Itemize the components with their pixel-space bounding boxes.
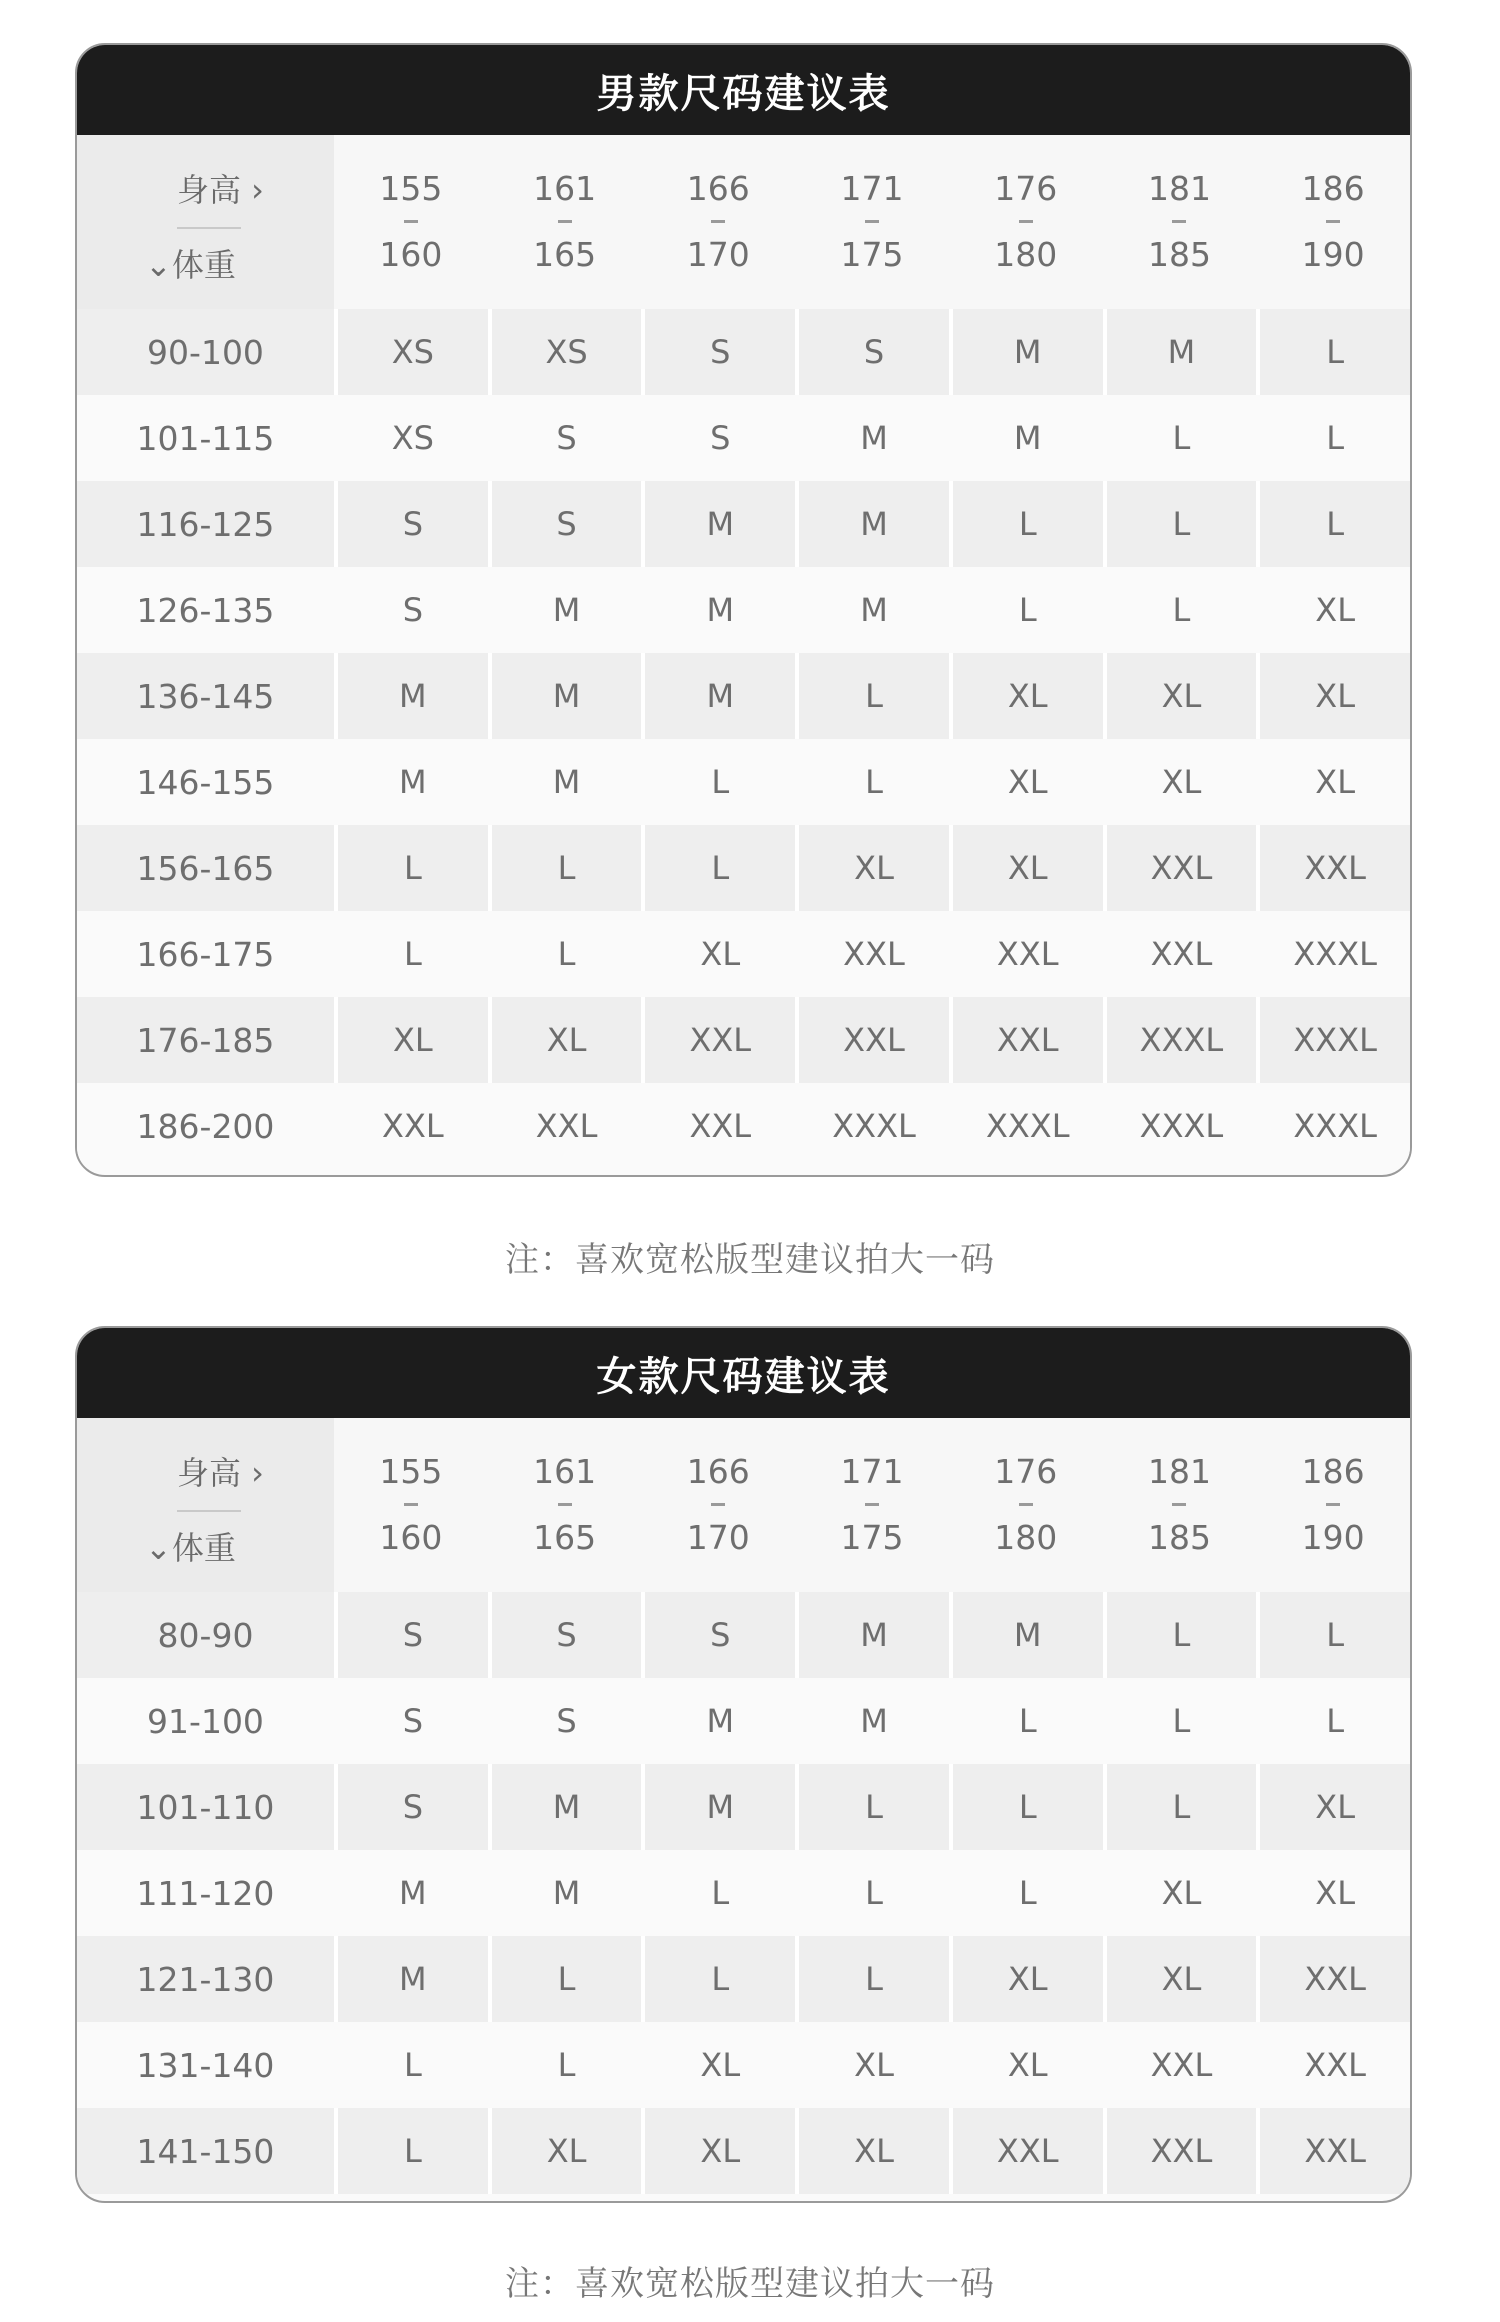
size-cell: M xyxy=(641,1764,795,1850)
women-size-rows xyxy=(77,1592,1410,2194)
size-cell: L xyxy=(1103,1592,1257,1678)
height-range-cell xyxy=(949,135,1103,309)
height-from: 186 xyxy=(1301,169,1365,209)
size-cell: XL xyxy=(1103,739,1257,825)
size-cell: XL xyxy=(1256,739,1410,825)
size-cell: XXXL xyxy=(949,1083,1103,1169)
size-cell: XL xyxy=(1103,1936,1257,2022)
range-dash xyxy=(558,220,572,223)
height-range-cell xyxy=(949,1418,1103,1592)
height-to: 185 xyxy=(1147,1517,1211,1557)
size-cell: XXL xyxy=(1103,2022,1257,2108)
size-cell: L xyxy=(1256,481,1410,567)
table-row xyxy=(77,309,1410,395)
weight-range-cell: 121-130 xyxy=(136,1959,275,1999)
weight-range-cell: 126-135 xyxy=(136,590,275,630)
size-cell: M xyxy=(795,1678,949,1764)
weight-range-cell: 146-155 xyxy=(136,762,275,802)
size-cell: XL xyxy=(488,2108,642,2194)
size-cell: XXXL xyxy=(795,1083,949,1169)
size-cell: L xyxy=(334,825,488,911)
size-cell: XL xyxy=(1256,1850,1410,1936)
table-row xyxy=(77,1936,1410,2022)
height-from: 161 xyxy=(533,1452,597,1492)
size-cell: XL xyxy=(949,825,1103,911)
size-cell: M xyxy=(334,739,488,825)
size-cell: XL xyxy=(795,2022,949,2108)
size-cell: M xyxy=(641,481,795,567)
size-cell: XL xyxy=(795,825,949,911)
weight-range-cell: 186-200 xyxy=(136,1106,275,1146)
height-from: 176 xyxy=(994,169,1058,209)
weight-range-cell: 91-100 xyxy=(147,1701,264,1741)
table-row xyxy=(77,567,1410,653)
size-cell: S xyxy=(641,1592,795,1678)
size-cell: XXXL xyxy=(1103,997,1257,1083)
size-cell: XS xyxy=(488,309,642,395)
height-to: 190 xyxy=(1301,1517,1365,1557)
size-cell: XL xyxy=(1103,653,1257,739)
height-from: 155 xyxy=(379,169,443,209)
size-cell: S xyxy=(488,1678,642,1764)
size-cell: XXL xyxy=(1103,825,1257,911)
size-cell: L xyxy=(1103,1678,1257,1764)
size-cell: M xyxy=(641,653,795,739)
height-range-cell xyxy=(1103,1418,1257,1592)
size-cell: XXXL xyxy=(1256,911,1410,997)
size-cell: XXL xyxy=(641,997,795,1083)
height-from: 161 xyxy=(533,169,597,209)
size-cell: M xyxy=(795,567,949,653)
size-cell: XL xyxy=(949,653,1103,739)
size-cell: L xyxy=(1256,309,1410,395)
height-range-cell xyxy=(488,135,642,309)
size-cell: L xyxy=(641,739,795,825)
size-cell: L xyxy=(641,825,795,911)
height-from: 176 xyxy=(994,1452,1058,1492)
size-cell: XS xyxy=(334,309,488,395)
size-cell: XXL xyxy=(1256,2108,1410,2194)
size-cell: L xyxy=(949,1850,1103,1936)
table-row xyxy=(77,739,1410,825)
men-height-columns xyxy=(334,135,1410,309)
size-cell: XL xyxy=(949,739,1103,825)
range-dash xyxy=(558,1503,572,1506)
range-dash xyxy=(404,220,418,223)
weight-range-cell: 166-175 xyxy=(136,934,275,974)
women-corner-cell xyxy=(77,1418,334,1592)
size-cell: M xyxy=(488,567,642,653)
women-note: 注：喜欢宽松版型建议拍大一码 xyxy=(505,2264,995,2304)
size-cell: L xyxy=(1256,1678,1410,1764)
size-cell: L xyxy=(949,1764,1103,1850)
table-row xyxy=(77,653,1410,739)
weight-range-cell: 116-125 xyxy=(136,504,275,544)
men-size-rows xyxy=(77,309,1410,1169)
range-dash xyxy=(711,220,725,223)
size-cell: M xyxy=(949,309,1103,395)
size-cell: M xyxy=(641,567,795,653)
size-cell: XS xyxy=(334,395,488,481)
height-to: 190 xyxy=(1301,234,1365,274)
table-row xyxy=(77,1764,1410,1850)
size-cell: XXXL xyxy=(1103,1083,1257,1169)
size-cell: XXL xyxy=(488,1083,642,1169)
height-range-cell xyxy=(334,135,488,309)
range-dash xyxy=(1172,1503,1186,1506)
size-cell: S xyxy=(488,481,642,567)
size-cell: S xyxy=(334,481,488,567)
size-cell: XL xyxy=(949,1936,1103,2022)
size-cell: M xyxy=(334,653,488,739)
height-from: 186 xyxy=(1301,1452,1365,1492)
height-range-cell xyxy=(795,1418,949,1592)
weight-range-cell: 131-140 xyxy=(136,2045,275,2085)
height-range-cell xyxy=(795,135,949,309)
men-note: 注：喜欢宽松版型建议拍大一码 xyxy=(505,1240,995,1280)
size-cell: L xyxy=(334,911,488,997)
range-dash xyxy=(1019,1503,1033,1506)
size-cell: M xyxy=(949,395,1103,481)
corner-divider xyxy=(177,1510,241,1512)
height-range-cell xyxy=(488,1418,642,1592)
size-cell: L xyxy=(488,2022,642,2108)
size-cell: XXL xyxy=(1256,825,1410,911)
size-cell: XXL xyxy=(1256,2022,1410,2108)
height-range-cell xyxy=(641,135,795,309)
size-cell: XXL xyxy=(641,1083,795,1169)
men-size-chart xyxy=(75,43,1412,1177)
size-cell: M xyxy=(488,1764,642,1850)
weight-range-cell: 136-145 xyxy=(136,676,275,716)
size-cell: S xyxy=(334,1764,488,1850)
women-height-header-row xyxy=(77,1418,1410,1592)
size-cell: XXL xyxy=(949,911,1103,997)
table-row xyxy=(77,1678,1410,1764)
size-cell: L xyxy=(1103,1764,1257,1850)
size-cell: XXL xyxy=(949,2108,1103,2194)
range-dash xyxy=(865,1503,879,1506)
size-cell: S xyxy=(795,309,949,395)
size-cell: XXXL xyxy=(1256,1083,1410,1169)
size-cell: M xyxy=(334,1850,488,1936)
size-cell: S xyxy=(641,309,795,395)
size-cell: XL xyxy=(334,997,488,1083)
size-cell: L xyxy=(1103,567,1257,653)
height-to: 180 xyxy=(994,234,1058,274)
height-from: 166 xyxy=(686,1452,750,1492)
size-cell: L xyxy=(795,1936,949,2022)
size-cell: L xyxy=(334,2108,488,2194)
women-height-columns xyxy=(334,1418,1410,1592)
height-range-cell xyxy=(1256,1418,1410,1592)
size-cell: XL xyxy=(641,911,795,997)
range-dash xyxy=(865,220,879,223)
women-chart-title: 女款尺码建议表 xyxy=(77,1328,1410,1418)
height-range-cell xyxy=(334,1418,488,1592)
size-cell: L xyxy=(488,1936,642,2022)
size-cell: S xyxy=(334,567,488,653)
size-cell: XXXL xyxy=(1256,997,1410,1083)
height-from: 171 xyxy=(840,1452,904,1492)
size-cell: M xyxy=(488,1850,642,1936)
height-to: 180 xyxy=(994,1517,1058,1557)
size-cell: L xyxy=(795,653,949,739)
weight-range-cell: 80-90 xyxy=(157,1615,254,1655)
size-cell: XL xyxy=(488,997,642,1083)
size-cell: L xyxy=(641,1936,795,2022)
size-cell: M xyxy=(488,653,642,739)
weight-range-cell: 101-115 xyxy=(136,418,275,458)
height-to: 170 xyxy=(686,234,750,274)
size-cell: L xyxy=(334,2022,488,2108)
table-row xyxy=(77,2108,1410,2194)
height-range-cell xyxy=(1103,135,1257,309)
height-from: 171 xyxy=(840,169,904,209)
height-to: 160 xyxy=(379,1517,443,1557)
height-from: 166 xyxy=(686,169,750,209)
size-cell: M xyxy=(488,739,642,825)
size-cell: XXL xyxy=(1256,1936,1410,2022)
height-to: 175 xyxy=(840,234,904,274)
corner-divider xyxy=(177,227,241,229)
size-cell: XXL xyxy=(1103,911,1257,997)
height-axis-label: 身高 › xyxy=(177,171,264,209)
range-dash xyxy=(1019,220,1033,223)
table-row xyxy=(77,911,1410,997)
size-cell: XXL xyxy=(1103,2108,1257,2194)
size-cell: L xyxy=(1256,1592,1410,1678)
size-cell: XL xyxy=(1103,1850,1257,1936)
size-cell: XL xyxy=(1256,1764,1410,1850)
size-cell: XXL xyxy=(949,997,1103,1083)
height-to: 165 xyxy=(533,234,597,274)
weight-range-cell: 101-110 xyxy=(136,1787,275,1827)
size-cell: XXL xyxy=(795,997,949,1083)
women-size-chart xyxy=(75,1326,1412,2203)
size-cell: S xyxy=(641,395,795,481)
weight-axis-label: ⌄体重 xyxy=(145,1529,236,1567)
weight-range-cell: 111-120 xyxy=(136,1873,275,1913)
size-cell: XL xyxy=(1256,653,1410,739)
height-axis-label: 身高 › xyxy=(177,1454,264,1492)
weight-range-cell: 176-185 xyxy=(136,1020,275,1060)
range-dash xyxy=(404,1503,418,1506)
height-from: 181 xyxy=(1147,169,1211,209)
height-to: 170 xyxy=(686,1517,750,1557)
weight-axis-label: ⌄体重 xyxy=(145,246,236,284)
size-cell: L xyxy=(949,481,1103,567)
size-cell: XL xyxy=(1256,567,1410,653)
table-row xyxy=(77,825,1410,911)
size-cell: L xyxy=(795,1850,949,1936)
size-cell: L xyxy=(1103,395,1257,481)
size-cell: M xyxy=(949,1592,1103,1678)
size-cell: L xyxy=(795,1764,949,1850)
range-dash xyxy=(1326,1503,1340,1506)
range-dash xyxy=(1172,220,1186,223)
size-cell: L xyxy=(1256,395,1410,481)
table-row xyxy=(77,997,1410,1083)
height-to: 160 xyxy=(379,234,443,274)
table-row xyxy=(77,481,1410,567)
height-to: 185 xyxy=(1147,234,1211,274)
men-corner-cell xyxy=(77,135,334,309)
size-cell: S xyxy=(334,1678,488,1764)
table-row xyxy=(77,1592,1410,1678)
table-row xyxy=(77,2022,1410,2108)
size-cell: XXL xyxy=(334,1083,488,1169)
size-cell: XL xyxy=(641,2108,795,2194)
size-cell: XXL xyxy=(795,911,949,997)
size-cell: S xyxy=(488,395,642,481)
size-cell: M xyxy=(795,481,949,567)
size-cell: L xyxy=(1103,481,1257,567)
size-cell: XL xyxy=(949,2022,1103,2108)
size-cell: XL xyxy=(795,2108,949,2194)
weight-range-cell: 156-165 xyxy=(136,848,275,888)
weight-range-cell: 90-100 xyxy=(147,332,264,372)
size-cell: S xyxy=(488,1592,642,1678)
height-to: 165 xyxy=(533,1517,597,1557)
size-cell: M xyxy=(795,1592,949,1678)
range-dash xyxy=(1326,220,1340,223)
size-cell: L xyxy=(641,1850,795,1936)
height-from: 181 xyxy=(1147,1452,1211,1492)
size-cell: M xyxy=(1103,309,1257,395)
size-cell: XL xyxy=(641,2022,795,2108)
men-height-header-row xyxy=(77,135,1410,309)
height-range-cell xyxy=(1256,135,1410,309)
size-cell: L xyxy=(488,911,642,997)
size-cell: M xyxy=(795,395,949,481)
height-range-cell xyxy=(641,1418,795,1592)
size-cell: M xyxy=(641,1678,795,1764)
size-cell: L xyxy=(949,1678,1103,1764)
men-chart-title: 男款尺码建议表 xyxy=(77,45,1410,135)
table-row xyxy=(77,1850,1410,1936)
table-row xyxy=(77,1083,1410,1169)
range-dash xyxy=(711,1503,725,1506)
height-to: 175 xyxy=(840,1517,904,1557)
size-cell: M xyxy=(334,1936,488,2022)
table-row xyxy=(77,395,1410,481)
size-cell: L xyxy=(795,739,949,825)
size-cell: S xyxy=(334,1592,488,1678)
height-from: 155 xyxy=(379,1452,443,1492)
size-cell: L xyxy=(488,825,642,911)
size-cell: L xyxy=(949,567,1103,653)
weight-range-cell: 141-150 xyxy=(136,2131,275,2171)
